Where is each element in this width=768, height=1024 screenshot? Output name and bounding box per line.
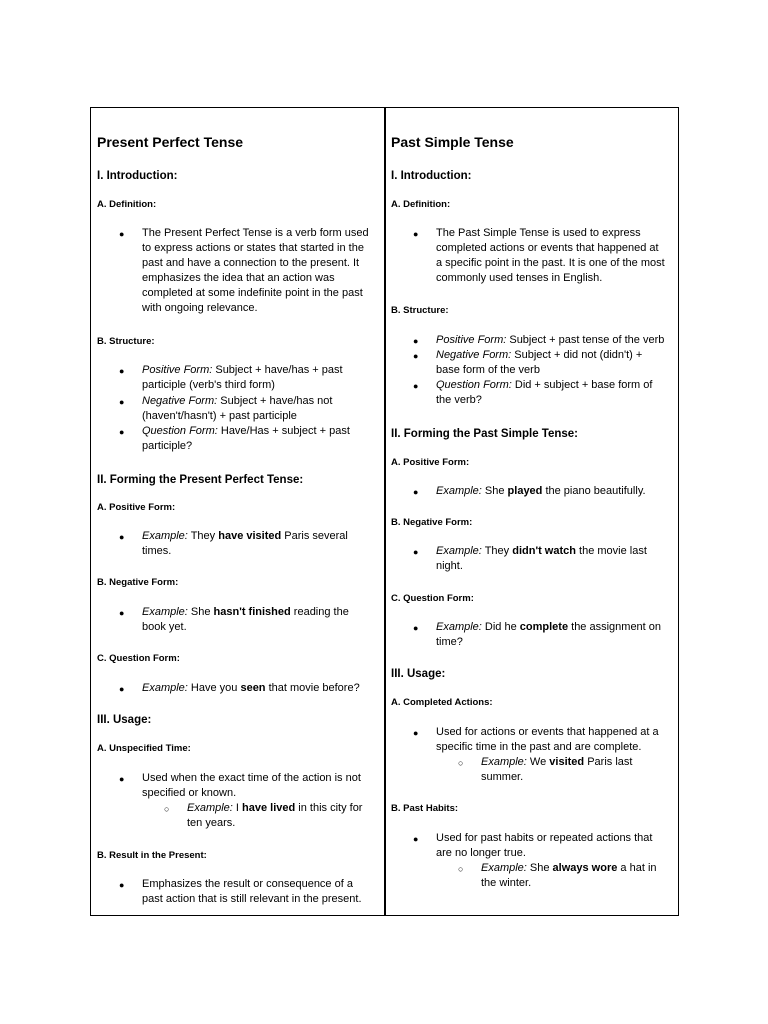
bold-verb: have visited — [218, 530, 282, 542]
bullet-icon: ● — [119, 397, 125, 407]
text: They — [187, 530, 219, 542]
positive-form-label: A. Positive Form: — [97, 502, 176, 513]
question-form-label: C. Question Form: — [97, 653, 180, 664]
text-line: time? — [436, 636, 463, 648]
intro-heading: I. Introduction: — [391, 170, 472, 182]
italic-label: Positive Form: — [436, 334, 507, 346]
forming-heading: II. Forming the Past Simple Tense: — [391, 428, 579, 440]
italic-label: Negative Form: — [142, 395, 218, 407]
negative-form-label: B. Negative Form: — [97, 577, 179, 588]
text-line: the verb? — [436, 394, 482, 406]
italic-label: Negative Form: — [436, 349, 512, 361]
text: a hat in — [617, 862, 657, 874]
text-line: Used when the exact time of the action is not — [142, 772, 361, 784]
completed-example — [481, 755, 632, 785]
structure-question — [142, 424, 350, 454]
usage-heading: III. Usage: — [97, 714, 152, 726]
text-line: specific time in the past and are complete. — [436, 741, 642, 753]
text-line: the winter. — [481, 877, 532, 889]
text: Paris several — [281, 530, 348, 542]
text: the piano beautifully. — [542, 485, 646, 497]
column-title: Present Perfect Tense — [97, 134, 244, 150]
text-line: base form of the verb — [436, 364, 540, 376]
definition-text — [436, 226, 665, 286]
bullet-icon: ● — [119, 684, 125, 694]
text: Have you — [187, 682, 241, 694]
text-line: participle? — [142, 440, 193, 452]
bold-verb: didn't watch — [512, 545, 576, 557]
text-line: past action that is still relevant in the present. — [142, 893, 362, 905]
text: Paris last — [584, 756, 633, 768]
italic-label: Example: — [142, 682, 188, 694]
structure-label: B. Structure: — [97, 336, 155, 347]
text-line: Used for actions or events that happened at a — [436, 726, 659, 738]
italic-label: Example: — [142, 530, 188, 542]
unspecified-example — [187, 801, 362, 831]
italic-label: Example: — [142, 606, 188, 618]
bold-verb: have lived — [242, 802, 296, 814]
negative-example — [436, 544, 647, 574]
text-line: emphasizes the idea that an action was — [142, 272, 335, 284]
text: in this city for — [295, 802, 363, 814]
result-label: B. Result in the Present: — [97, 850, 207, 861]
habits-text — [436, 831, 652, 861]
bold-verb: complete — [519, 621, 569, 633]
definition-label: A. Definition: — [391, 199, 451, 210]
question-example — [436, 620, 661, 650]
text-line: completed actions or events that happened at — [436, 242, 659, 254]
completed-text — [436, 725, 659, 755]
italic-label: Example: — [481, 862, 527, 874]
unspecified-time-label: A. Unspecified Time: — [97, 743, 191, 754]
bullet-icon: ● — [413, 351, 419, 361]
bullet-icon: ● — [119, 532, 125, 542]
bold-verb: played — [507, 485, 543, 497]
text: Subject + have/has + past — [212, 364, 343, 376]
text-line: Emphasizes the result or consequence of a — [142, 878, 353, 890]
italic-label: Question Form: — [436, 379, 512, 391]
text: reading the — [290, 606, 349, 618]
text: Have/Has + subject + past — [217, 425, 350, 437]
bold-verb: hasn't finished — [213, 606, 291, 618]
text-line: are no longer true. — [436, 847, 526, 859]
completed-actions-label: A. Completed Actions: — [391, 697, 493, 708]
text-line: summer. — [481, 771, 524, 783]
text-line: completed at some indefinite point in the past — [142, 287, 363, 299]
text: I — [232, 802, 243, 814]
text-line: to express actions or states that started in the — [142, 242, 364, 254]
forming-heading: II. Forming the Present Perfect Tense: — [97, 474, 304, 486]
question-form-label: C. Question Form: — [391, 593, 474, 604]
text: that movie before? — [265, 682, 360, 694]
text: Subject + past tense of the verb — [506, 334, 665, 346]
text: We — [526, 756, 550, 768]
text-line: The Past Simple Tense is used to express — [436, 227, 641, 239]
question-example — [142, 681, 360, 696]
bullet-icon: ● — [119, 774, 125, 784]
italic-label: Example: — [481, 756, 527, 768]
sub-bullet-icon: ○ — [458, 864, 464, 874]
text: the movie last — [575, 545, 647, 557]
present-perfect-column — [91, 108, 384, 915]
definition-text — [142, 226, 369, 316]
bullet-icon: ● — [413, 623, 419, 633]
text: Did he — [481, 621, 520, 633]
past-habits-label: B. Past Habits: — [391, 803, 459, 814]
text-line: ten years. — [187, 817, 236, 829]
text: She — [481, 485, 508, 497]
text-line: participle (verb's third form) — [142, 379, 275, 391]
negative-example — [142, 605, 349, 635]
text: the assignment on — [568, 621, 662, 633]
definition-label: A. Definition: — [97, 199, 157, 210]
bullet-icon: ● — [413, 547, 419, 557]
text-line: times. — [142, 545, 172, 557]
habits-example — [481, 861, 657, 891]
sub-bullet-icon: ○ — [458, 758, 464, 768]
bullet-icon: ● — [119, 229, 125, 239]
bullet-icon: ● — [119, 880, 125, 890]
italic-label: Question Form: — [142, 425, 218, 437]
text-line: Used for past habits or repeated actions that — [436, 832, 653, 844]
comparison-table — [90, 107, 679, 916]
structure-positive — [142, 363, 343, 393]
text: They — [481, 545, 513, 557]
text: She — [187, 606, 214, 618]
negative-form-label: B. Negative Form: — [391, 517, 473, 528]
bullet-icon: ● — [413, 336, 419, 346]
text: Subject + have/has not — [217, 395, 333, 407]
text-line: a specific point in the past. It is one of the most — [436, 257, 665, 269]
bullet-icon: ● — [119, 366, 125, 376]
bullet-icon: ● — [413, 728, 419, 738]
positive-example — [142, 529, 348, 559]
text-line: (haven't/hasn't) + past participle — [142, 410, 297, 422]
text-line: book yet. — [142, 621, 187, 633]
structure-negative — [142, 394, 332, 424]
past-simple-column — [386, 108, 678, 915]
text: She — [526, 862, 553, 874]
italic-label: Example: — [187, 802, 233, 814]
sub-bullet-icon: ○ — [164, 804, 170, 814]
column-title: Past Simple Tense — [391, 134, 514, 150]
unspecified-text — [142, 771, 361, 801]
italic-label: Positive Form: — [142, 364, 213, 376]
structure-negative — [436, 348, 642, 378]
structure-question — [436, 378, 652, 408]
bullet-icon: ● — [413, 487, 419, 497]
bullet-icon: ● — [413, 834, 419, 844]
text: Did + subject + base form of — [511, 379, 653, 391]
text-line: specified or known. — [142, 787, 237, 799]
bold-verb: always wore — [552, 862, 618, 874]
positive-form-label: A. Positive Form: — [391, 457, 470, 468]
text-line: past and have a connection to the present. It — [142, 257, 360, 269]
bullet-icon: ● — [413, 381, 419, 391]
text-line: commonly used tenses in English. — [436, 272, 603, 284]
intro-heading: I. Introduction: — [97, 170, 178, 182]
text-line: night. — [436, 560, 463, 572]
usage-heading: III. Usage: — [391, 668, 446, 680]
bullet-icon: ● — [413, 229, 419, 239]
text: Subject + did not (didn't) + — [511, 349, 643, 361]
bullet-icon: ● — [119, 608, 125, 618]
text-line: The Present Perfect Tense is a verb form used — [142, 227, 369, 239]
italic-label: Example: — [436, 621, 482, 633]
result-text — [142, 877, 362, 907]
italic-label: Example: — [436, 545, 482, 557]
bullet-icon: ● — [119, 427, 125, 437]
positive-example — [436, 484, 646, 499]
italic-label: Example: — [436, 485, 482, 497]
text-line: with ongoing relevance. — [142, 302, 258, 314]
structure-label: B. Structure: — [391, 305, 449, 316]
bold-verb: visited — [549, 756, 585, 768]
bold-verb: seen — [240, 682, 266, 694]
structure-positive — [436, 333, 664, 348]
